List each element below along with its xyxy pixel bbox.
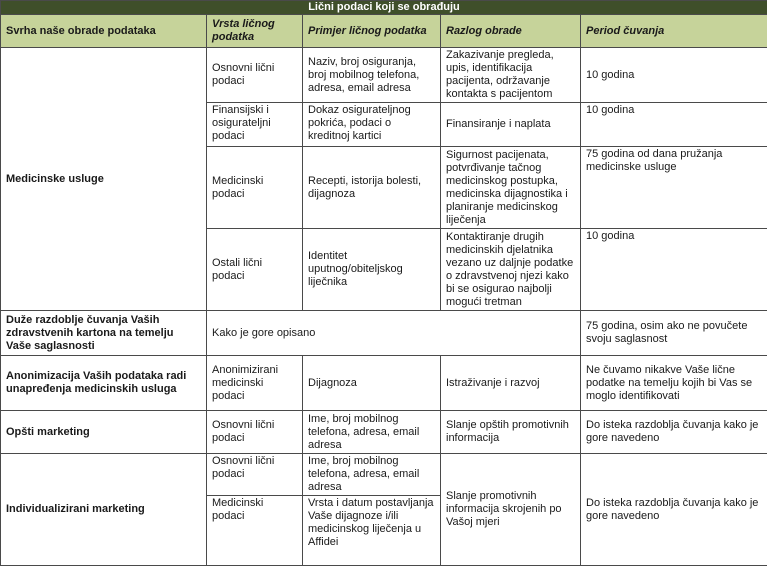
- cell-example: Ime, broj mobilnog telefona, adresa, email adresa: [303, 454, 441, 496]
- cell-period: Do isteka razdoblja čuvanja kako je gore navedeno: [581, 411, 767, 454]
- table-row: [1, 454, 767, 496]
- purpose-long-retention: Duže razdoblje čuvanja Vaših zdravstvenih kartona na temelju Vaše saglasnosti: [1, 311, 207, 356]
- cell-reason: Istraživanje i razvoj: [441, 356, 581, 411]
- cell-example: Identitet uputnog/obiteljskog liječnika: [303, 229, 441, 311]
- purpose-individual-marketing: Individualizirani marketing: [1, 454, 207, 566]
- cell-period: Ne čuvamo nikakve Vaše lične podatke na temelju kojih bi Vas se moglo identifikovati: [581, 356, 767, 411]
- cell-reason: Sigurnost pacijenata, potvrđivanje tačnog medicinskog postupka, medicinska dijagnostika i planiranje medicinskog liječenja: [441, 147, 581, 229]
- cell-example: Vrsta i datum postavljanja Vaše dijagnoze i/ili medicinskog liječenja u Affidei: [303, 496, 441, 566]
- cell-reason: Slanje promotivnih informacija skrojenih po Vašoj mjeri: [441, 454, 581, 566]
- cell-example: Recepti, istorija bolesti, dijagnoza: [303, 147, 441, 229]
- cell-reason: Zakazivanje pregleda, upis, identifikacija pacijenta, održavanje kontakta s pacijentom: [441, 48, 581, 103]
- cell-reason: Slanje opštih promotivnih informacija: [441, 411, 581, 454]
- cell-type: Anonimizirani medicinski podaci: [207, 356, 303, 411]
- header-row: [1, 15, 767, 48]
- header-data-example: Primjer ličnog podatka: [303, 15, 441, 48]
- header-reason: Razlog obrade: [441, 15, 581, 48]
- cell-type: Ostali lični podaci: [207, 229, 303, 311]
- cell-example: Dijagnoza: [303, 356, 441, 411]
- cell-period: 10 godina: [581, 229, 767, 311]
- cell-example: Dokaz osigurateljnog pokrića, podaci o kreditnoj kartici: [303, 103, 441, 147]
- purpose-medical: Medicinske usluge: [1, 48, 207, 311]
- purpose-anonymization: Anonimizacija Vaših podataka radi unapređenja medicinskih usluga: [1, 356, 207, 411]
- cell-period: 75 godina od dana pružanja medicinske usluge: [581, 147, 767, 229]
- table-row: [1, 411, 767, 454]
- header-data-type: Vrsta ličnog podatka: [207, 15, 303, 48]
- cell-period: 10 godina: [581, 103, 767, 147]
- cell-type: Osnovni lični podaci: [207, 48, 303, 103]
- cell-period: Do isteka razdoblja čuvanja kako je gore navedeno: [581, 454, 767, 566]
- purpose-general-marketing: Opšti marketing: [1, 411, 207, 454]
- table-row: [1, 356, 767, 411]
- table-title: Lični podaci koji se obrađuju: [1, 1, 767, 15]
- cell-example: Naziv, broj osiguranja, broj mobilnog telefona, adresa, email adresa: [303, 48, 441, 103]
- cell-period: 75 godina, osim ako ne povučete svoju saglasnost: [581, 311, 767, 356]
- cell-example: Ime, broj mobilnog telefona, adresa, email adresa: [303, 411, 441, 454]
- cell-type: Osnovni lični podaci: [207, 411, 303, 454]
- cell-type: Medicinski podaci: [207, 496, 303, 566]
- cell-type: Medicinski podaci: [207, 147, 303, 229]
- table-row: [1, 311, 767, 356]
- header-retention: Period čuvanja: [581, 15, 767, 48]
- cell-type: Finansijski i osigurateljni podaci: [207, 103, 303, 147]
- header-purpose: Svrha naše obrade podataka: [1, 15, 207, 48]
- cell-description: Kako je gore opisano: [207, 311, 581, 356]
- cell-period: 10 godina: [581, 48, 767, 103]
- cell-reason: Finansiranje i naplata: [441, 103, 581, 147]
- cell-reason: Kontaktiranje drugih medicinskih djelatnika vezano uz daljnje podatke o zdravstvenoj njezi kako bi se osigurao najbolji mogući tretman: [441, 229, 581, 311]
- cell-type: Osnovni lični podaci: [207, 454, 303, 496]
- table-row: [1, 48, 767, 103]
